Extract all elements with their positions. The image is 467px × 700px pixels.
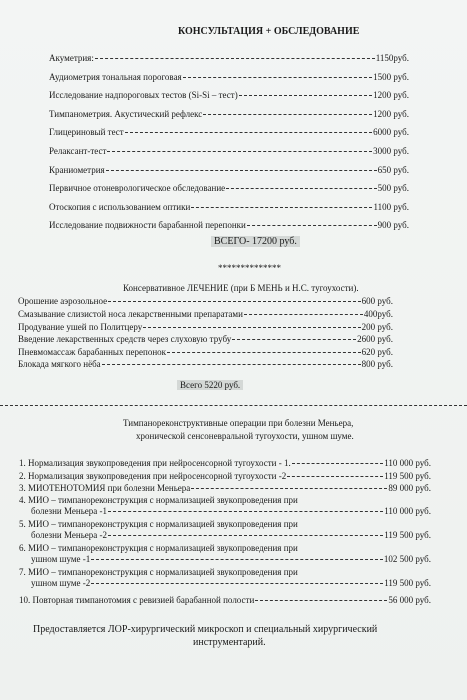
list-item: 1. Нормализация звукопроведения при нейросенсорной тугоухости - 1. 110 000 руб. xyxy=(19,458,431,468)
list-item: 3. МИОТЕНОТОМИЯ при болезни Меньера 89 000 руб. xyxy=(19,483,431,493)
separator: ************** xyxy=(218,263,281,273)
list-item: Исследование подвижности барабанной перепонки 900 руб. xyxy=(49,220,409,230)
list-item: Тимпанометрия. Акустический рефлекс 1200 руб. xyxy=(49,109,409,119)
list-item: Орошение аэрозольное 600 руб. xyxy=(18,296,393,306)
section2-title: Консервативное ЛЕЧЕНИЕ (при Б МЕНЬ и Н.С. тугоухости). xyxy=(123,283,359,293)
list-item: Введение лекарственных средств через слуховую трубу 2600 руб. xyxy=(18,334,393,344)
list-item: 4. МИО – тимпанореконструкция с нормализацией звукопроведения при болезни Меньера -1 110 000 руб. xyxy=(19,495,431,516)
list-item: Глицериновый тест 6000 руб. xyxy=(49,127,409,137)
list-item: Блокада мягкого нёба 800 руб. xyxy=(18,359,393,369)
list-item: Исследование надпороговых тестов (Si-Si – тест) 1200 руб. xyxy=(49,90,409,100)
list-item: Отоскопия с использованием оптики 1100 руб. xyxy=(49,202,409,212)
list-item: 7. МИО – тимпанореконструкция с нормализацией звукопроведения при ушном шуме -2 119 500 руб. xyxy=(19,567,431,588)
section1-title: КОНСУЛЬТАЦИЯ + ОБСЛЕДОВАНИЕ xyxy=(178,26,360,37)
list-item: Релаксант-тест 3000 руб. xyxy=(49,146,409,156)
list-item: 6. МИО – тимпанореконструкция с нормализацией звукопроведения при ушном шуме -1 102 500 руб. xyxy=(19,543,431,564)
list-item: Акуметрия: 1150руб. xyxy=(49,53,409,63)
section1-total: ВСЕГО- 17200 руб. xyxy=(211,236,300,247)
list-item: Первичное отоневрологическое обследование 500 руб. xyxy=(49,183,409,193)
section2-total: Всего 5220 руб. xyxy=(177,380,243,390)
section3-title-line1: Тимпанореконструктивные операции при болезни Меньера, xyxy=(123,418,354,428)
list-item: Аудиометрия тональная пороговая 1500 руб. xyxy=(49,72,409,82)
footer-line1: Предоставляется ЛОР-хирургический микроскоп и специальный хирургический xyxy=(33,624,378,635)
section3-title-line2: хронической сенсоневральной тугоухости, ушном шуме. xyxy=(136,431,354,441)
list-item: 5. МИО – тимпанореконструкция с нормализацией звукопроведения при болезни Меньера -2 119 500 руб. xyxy=(19,519,431,540)
footer-line2: инструментарий. xyxy=(193,637,266,648)
list-item: 10. Повторная тимпанотомия с ревизией барабанной полости 56 000 руб. xyxy=(19,595,431,605)
list-item: Краниометрия 650 руб. xyxy=(49,165,409,175)
section-divider xyxy=(0,405,467,406)
list-item: Смазывание слизистой носа лекарственными препаратами 400руб. xyxy=(18,309,393,319)
list-item: Пневмомассаж барабанных перепонок 620 руб. xyxy=(18,347,393,357)
list-item: 2. Нормализация звукопроведения при нейросенсорной тугоухости -2 119 500 руб. xyxy=(19,471,431,481)
list-item: Продувание ушей по Политцеру 200 руб. xyxy=(18,322,393,332)
